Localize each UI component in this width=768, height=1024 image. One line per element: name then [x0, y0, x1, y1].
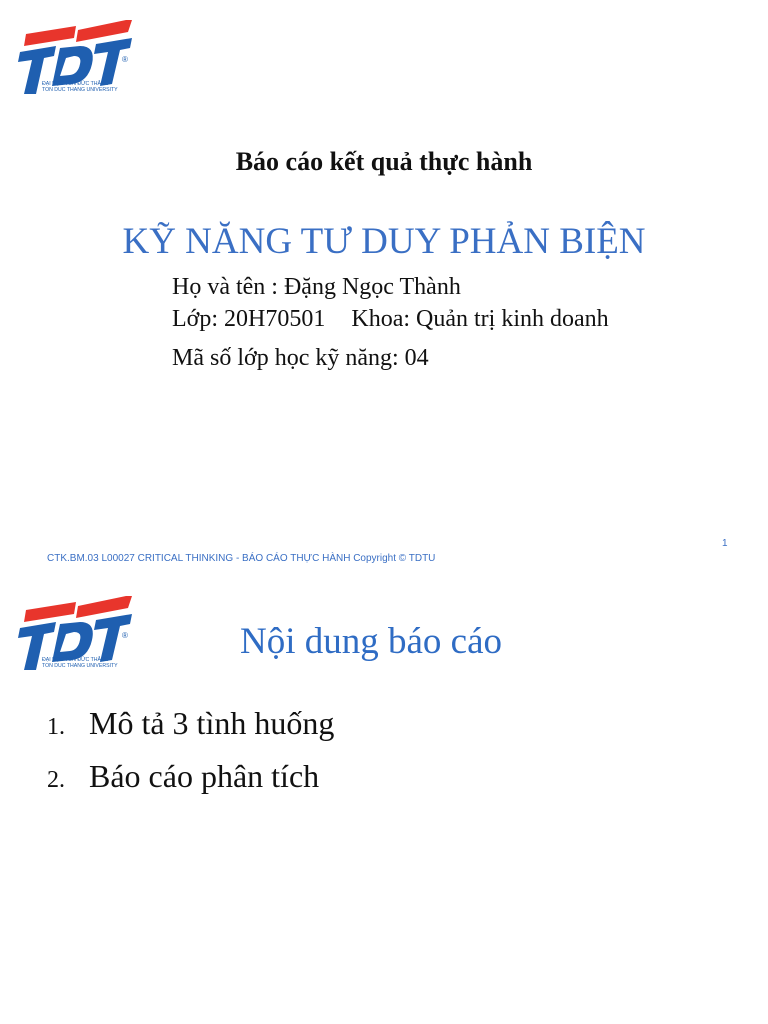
list-item-number: 2.	[47, 767, 65, 793]
list-item	[47, 758, 319, 795]
contents-title: Nội dung báo cáo	[240, 621, 503, 662]
student-name: Họ và tên : Đặng Ngọc Thành	[172, 274, 461, 300]
tdt-logo-icon	[16, 16, 136, 96]
class-label: Lớp: 20H70501	[172, 306, 326, 332]
svg-text:TON DUC THANG UNIVERSITY: TON DUC THANG UNIVERSITY	[42, 663, 118, 669]
tdt-logo	[16, 16, 136, 96]
page-number: 1	[722, 538, 728, 549]
tdt-logo	[16, 592, 136, 672]
svg-text:®: ®	[122, 631, 128, 640]
list-item-text: Báo cáo phân tích	[89, 758, 320, 794]
svg-text:ĐẠI HỌC TÔN ĐỨC THẮNG: ĐẠI HỌC TÔN ĐỨC THẮNG	[42, 657, 109, 663]
tdt-logo-icon	[16, 592, 136, 672]
slide-footer: CTK.BM.03 L00027 CRITICAL THINKING - BÁO CÁO THỰC HÀNH Copyright © TDTU	[47, 553, 436, 564]
svg-text:®: ®	[122, 55, 128, 64]
list-item	[47, 705, 334, 742]
svg-text:ĐẠI HỌC TÔN ĐỨC THẮNG: ĐẠI HỌC TÔN ĐỨC THẮNG	[42, 81, 109, 87]
faculty-label: Khoa: Quản trị kinh doanh	[351, 306, 609, 332]
course-title: KỸ NĂNG TƯ DUY PHẢN BIỆN	[122, 221, 646, 262]
report-heading: Báo cáo kết quả thực hành	[235, 147, 533, 176]
skill-class-code: Mã số lớp học kỹ năng: 04	[172, 345, 429, 371]
list-item-number: 1.	[47, 714, 65, 740]
svg-text:TON DUC THANG UNIVERSITY: TON DUC THANG UNIVERSITY	[42, 87, 118, 93]
list-item-text: Mô tả 3 tình huống	[89, 705, 335, 741]
class-info	[172, 306, 609, 333]
